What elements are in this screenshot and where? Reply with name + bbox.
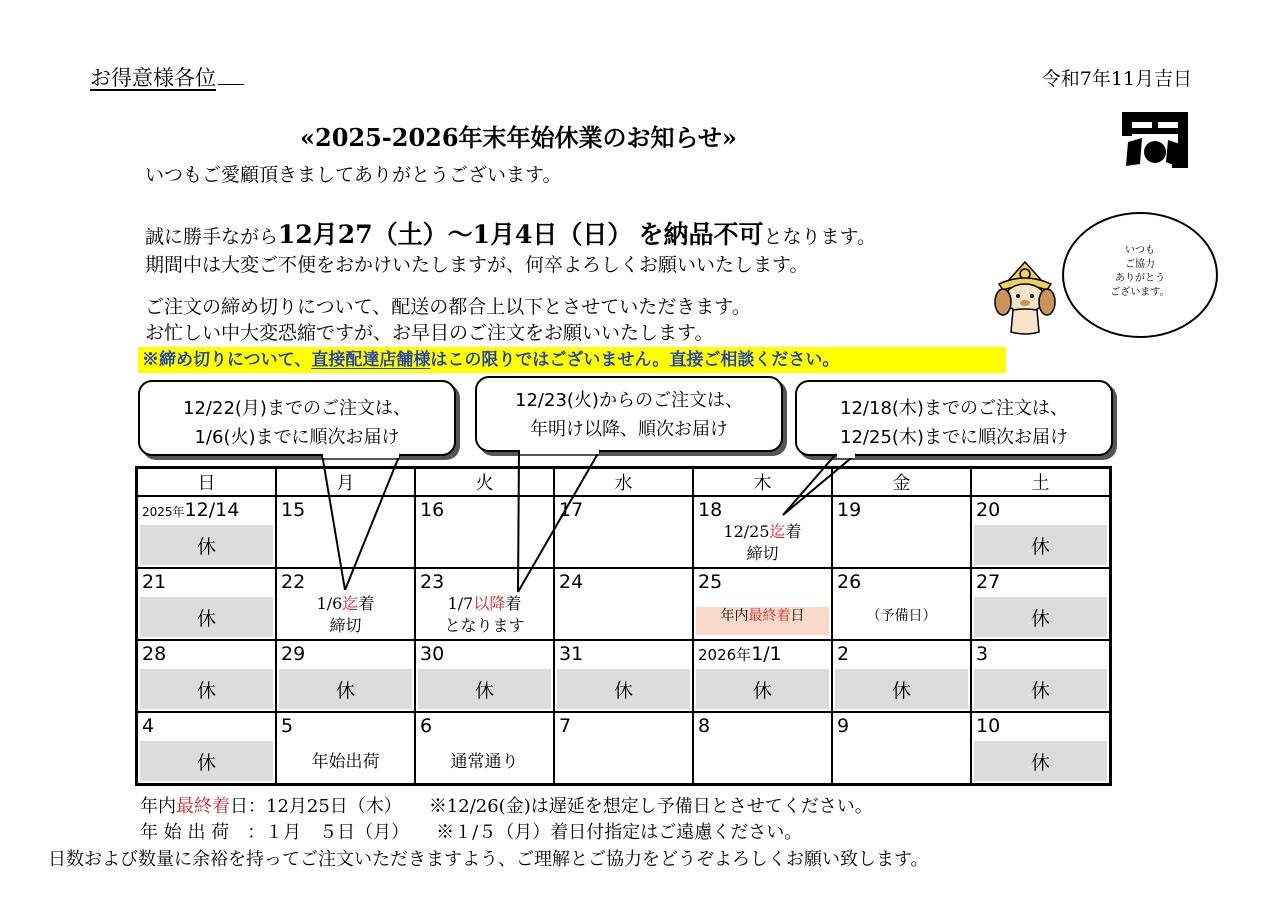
callout-dec18 bbox=[795, 380, 1113, 456]
day-cell: 23 1/7以降着 となります bbox=[416, 569, 553, 639]
holiday-label: 休 bbox=[335, 680, 355, 702]
closure-sentence: 誠に勝手ながら12月27（土）～1月4日（日） を納品不可となります。 bbox=[145, 220, 876, 249]
holiday-label: 休 bbox=[1030, 536, 1050, 558]
issue-date: 令和7年11月吉日 bbox=[1041, 68, 1192, 90]
new-year-shipping-label: 年始出荷 bbox=[311, 752, 380, 772]
weekday-fri: 金 bbox=[832, 468, 971, 497]
day-cell: 2025年12/14 休 bbox=[138, 497, 275, 567]
callout-line: 12/25(木)までに順次お届け bbox=[840, 427, 1068, 448]
day-cell: 29 休 bbox=[277, 641, 414, 711]
weekday-sun: 日 bbox=[137, 468, 277, 497]
last-arrival-info: 年内最終着日：12月25日（木） ※12/26(金)は遅延を想定し予備日とさせてください。 bbox=[140, 796, 873, 817]
callout-line: 年明け以降、順次お届け bbox=[530, 419, 728, 440]
weekday-wed: 水 bbox=[554, 468, 693, 497]
day-cell: 20 休 bbox=[972, 497, 1109, 567]
day-cell: 25 年内最終着日 bbox=[694, 569, 831, 639]
week-row bbox=[137, 496, 1111, 568]
day-cell: 16 bbox=[420, 499, 445, 521]
company-logo-icon bbox=[1118, 108, 1192, 172]
day-cell: 15 bbox=[281, 499, 306, 521]
deadline-label: 締切 bbox=[746, 544, 779, 563]
request-sentence: お忙しい中大変恐縮ですが、お早目のご注文をお願いいたします。 bbox=[145, 322, 714, 344]
mascot-character-icon bbox=[985, 258, 1065, 336]
day-cell: 18 12/25迄着 締切 bbox=[694, 497, 831, 567]
greeting: いつもご愛顧頂きましてありがとうございます。 bbox=[145, 164, 562, 186]
holiday-label: 休 bbox=[196, 608, 216, 630]
holiday-label: 休 bbox=[613, 680, 633, 702]
speech-line: ご協力 bbox=[1125, 259, 1155, 270]
day-cell: 5 年始出荷 bbox=[277, 713, 414, 783]
deadline-sentence: ご注文の締め切りについて、配送の都合上以下とさせていただきます。 bbox=[145, 296, 751, 318]
week-row bbox=[137, 568, 1111, 640]
day-cell: 3 休 bbox=[972, 641, 1109, 711]
speech-line: ございます。 bbox=[1110, 287, 1170, 298]
day-cell: 22 1/6迄着 締切 bbox=[277, 569, 414, 639]
day-cell: 30 休 bbox=[416, 641, 553, 711]
reserve-day-label: （予備日） bbox=[866, 608, 937, 624]
weekday-tue: 火 bbox=[415, 468, 554, 497]
day-cell: 24 bbox=[559, 571, 584, 593]
apology-sentence: 期間中は大変ご不便をおかけいたしますが、何卒よろしくお願いいたします。 bbox=[145, 254, 809, 276]
holiday-label: 休 bbox=[891, 680, 911, 702]
callout-line: 1/6(火)までに順次お届け bbox=[194, 427, 400, 448]
day-cell: 21 休 bbox=[138, 569, 275, 639]
holiday-calendar bbox=[135, 466, 1112, 786]
holiday-label: 休 bbox=[474, 680, 494, 702]
weekday-sat: 土 bbox=[971, 468, 1111, 497]
holiday-label: 休 bbox=[1030, 680, 1050, 702]
addressee: お得意様各位 bbox=[90, 62, 244, 92]
day-cell: 19 bbox=[837, 499, 862, 521]
normal-operation-label: 通常通り bbox=[450, 752, 519, 772]
day-cell: 6 通常通り bbox=[416, 713, 553, 783]
day-note: 1/7以降着 bbox=[447, 594, 522, 613]
holiday-label: 休 bbox=[1030, 752, 1050, 774]
callout-line: 12/18(木)までのご注文は、 bbox=[840, 398, 1068, 419]
holiday-label: 休 bbox=[196, 680, 216, 702]
day-cell: 26 （予備日） bbox=[833, 569, 970, 639]
weekday-header-row bbox=[137, 468, 1111, 497]
day-cell: 10 休 bbox=[972, 713, 1109, 783]
week-row bbox=[137, 640, 1111, 712]
callout-dec22 bbox=[138, 380, 456, 456]
speech-line: いつも bbox=[1125, 245, 1155, 256]
day-note: となります bbox=[444, 616, 525, 635]
last-arrival-label: 年内最終着日 bbox=[720, 608, 805, 624]
direct-delivery-note: ※締め切りについて、直接配達店舗様はこの限りではございません。直接ご相談ください。 bbox=[138, 347, 1006, 373]
day-cell: 2 休 bbox=[833, 641, 970, 711]
holiday-label: 休 bbox=[196, 536, 216, 558]
callout-dec23 bbox=[475, 376, 783, 452]
closing-request: 日数および数量に余裕を持ってご注文いただきますよう、ご理解とご協力をどうぞよろしくお願い致します。 bbox=[48, 849, 929, 870]
notice-title: «2025-2026年末年始休業のお知らせ» bbox=[300, 123, 737, 152]
weekday-thu: 木 bbox=[693, 468, 832, 497]
day-cell: 2026年1/1 休 bbox=[694, 641, 831, 711]
weekday-mon: 月 bbox=[276, 468, 415, 497]
week-row bbox=[137, 712, 1111, 785]
day-cell: 28 休 bbox=[138, 641, 275, 711]
callout-line: 12/23(火)からのご注文は、 bbox=[515, 390, 743, 411]
day-cell: 8 bbox=[698, 715, 711, 737]
holiday-label: 休 bbox=[1030, 608, 1050, 630]
day-cell: 17 bbox=[559, 499, 584, 521]
day-note: 1/6迄着 bbox=[316, 594, 375, 613]
first-shipping-info: 年 始 出 荷 ：１月 ５日（月） ※１/５（月）着日付指定はご遠慮ください。 bbox=[140, 822, 803, 843]
deadline-label: 締切 bbox=[329, 616, 362, 635]
day-cell: 4 休 bbox=[138, 713, 275, 783]
day-cell: 9 bbox=[837, 715, 850, 737]
speech-bubble bbox=[1062, 212, 1218, 338]
speech-line: ありがとう bbox=[1115, 273, 1165, 284]
day-cell: 27 休 bbox=[972, 569, 1109, 639]
day-cell: 7 bbox=[559, 715, 572, 737]
day-cell: 31 休 bbox=[555, 641, 692, 711]
holiday-label: 休 bbox=[752, 680, 772, 702]
callout-line: 12/22(月)までのご注文は、 bbox=[183, 398, 411, 419]
holiday-label: 休 bbox=[196, 752, 216, 774]
day-note: 12/25迄着 bbox=[723, 522, 802, 541]
